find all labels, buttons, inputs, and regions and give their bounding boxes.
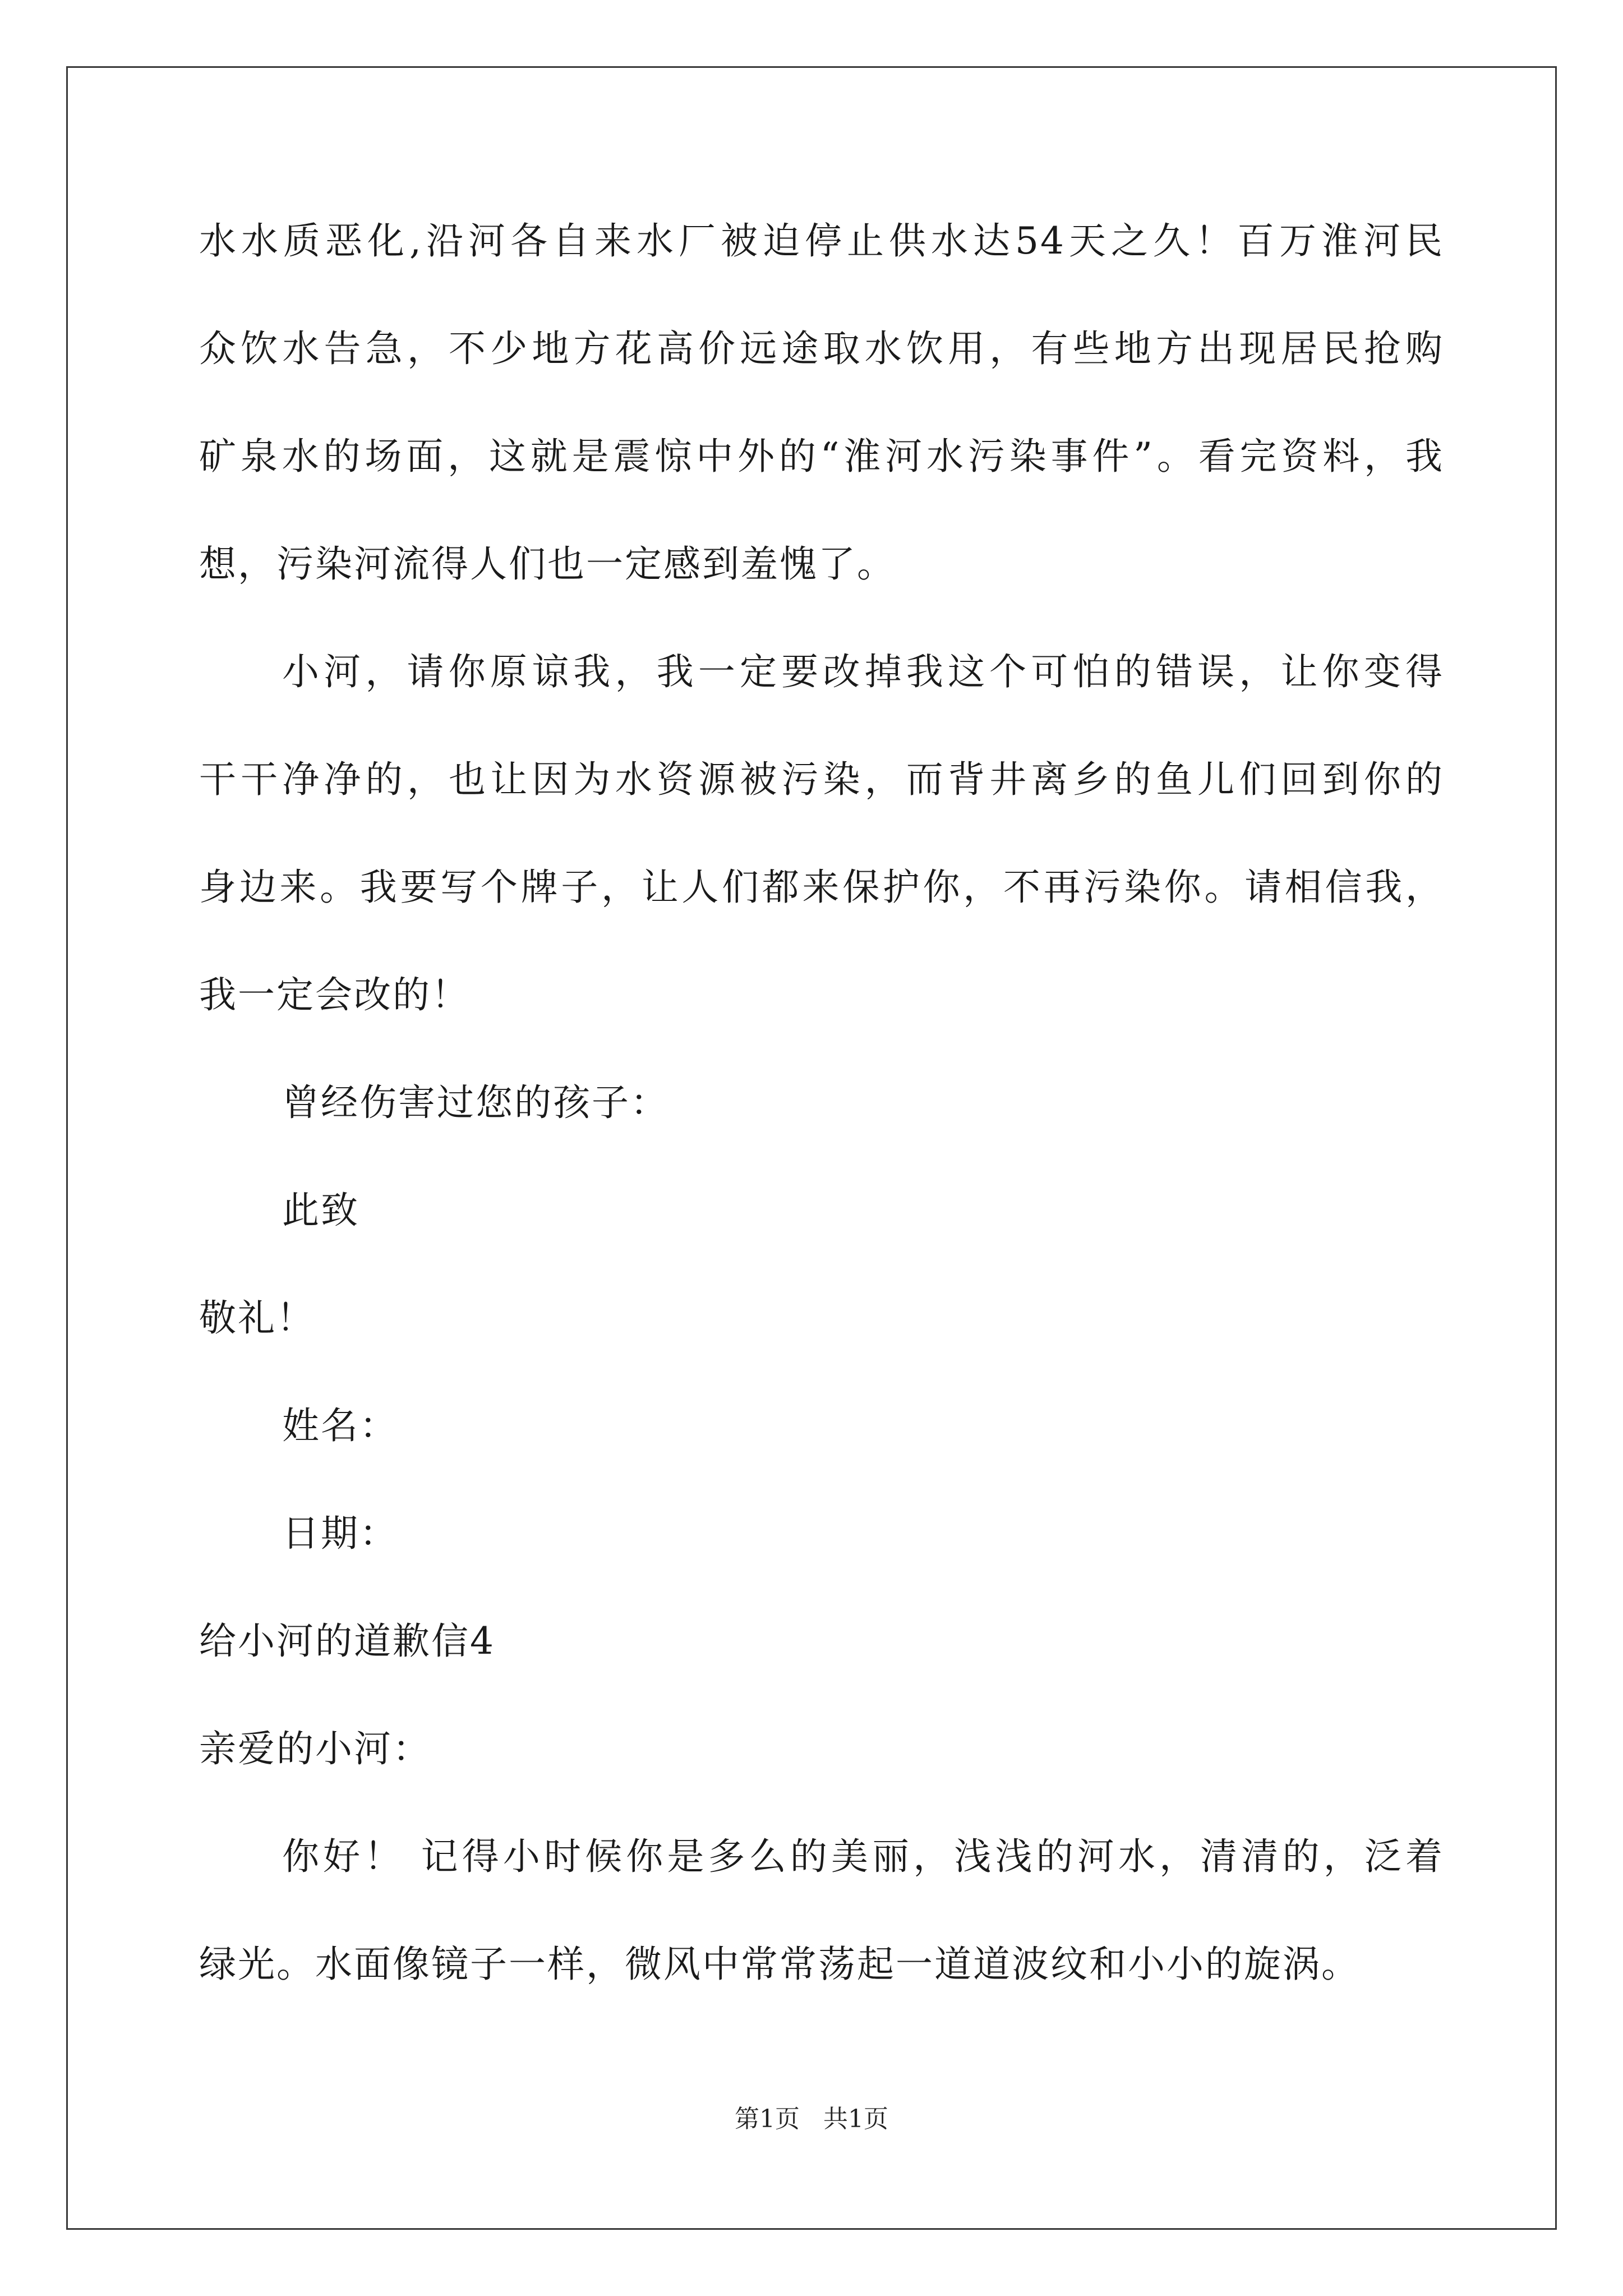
paragraph-line: 我一定会改的！	[199, 973, 470, 1016]
section-title: 给小河的道歉信4	[199, 1619, 495, 1663]
page-total: 共1页	[823, 2105, 888, 2133]
document-body	[199, 213, 1444, 2044]
closing-salute: 敬礼！	[199, 1296, 315, 1340]
paragraph-line: 众饮水告急，不少地方花高价远途取水饮用，有些地方出现居民抢购	[199, 327, 1444, 370]
paragraph-line: 小河，请你原谅我，我一定要改掉我这个可怕的错误，让你变得	[282, 650, 1444, 693]
date-field-label: 日期：	[282, 1512, 398, 1555]
closing-line: 此致	[282, 1189, 359, 1232]
name-field-label: 姓名：	[282, 1404, 398, 1447]
paragraph-line: 绿光。水面像镜子一样，微风中常常荡起一道道波纹和小小的旋涡。	[199, 1943, 1360, 1986]
salutation: 亲爱的小河：	[199, 1727, 431, 1770]
paragraph-line: 身边来。我要写个牌子，让人们都来保护你，不再污染你。请相信我，	[199, 866, 1444, 909]
paragraph-line: 你好！ 记得小时候你是多么的美丽，浅浅的河水，清清的，泛着	[282, 1835, 1444, 1878]
signature-line: 曾经伤害过您的孩子：	[282, 1081, 669, 1124]
paragraph-line: 想，污染河流得人们也一定感到羞愧了。	[199, 542, 896, 586]
paragraph-line: 矿泉水的场面，这就是震惊中外的“淮河水污染事件”。看完资料，我	[199, 435, 1444, 478]
page-number: 第1页	[735, 2105, 800, 2133]
page-footer	[0, 2102, 1623, 2136]
paragraph-line: 干干净净的，也让因为水资源被污染，而背井离乡的鱼儿们回到你的	[199, 758, 1444, 801]
paragraph-line: 水水质恶化,沿河各自来水厂被迫停止供水达54天之久！百万淮河民	[199, 219, 1444, 263]
